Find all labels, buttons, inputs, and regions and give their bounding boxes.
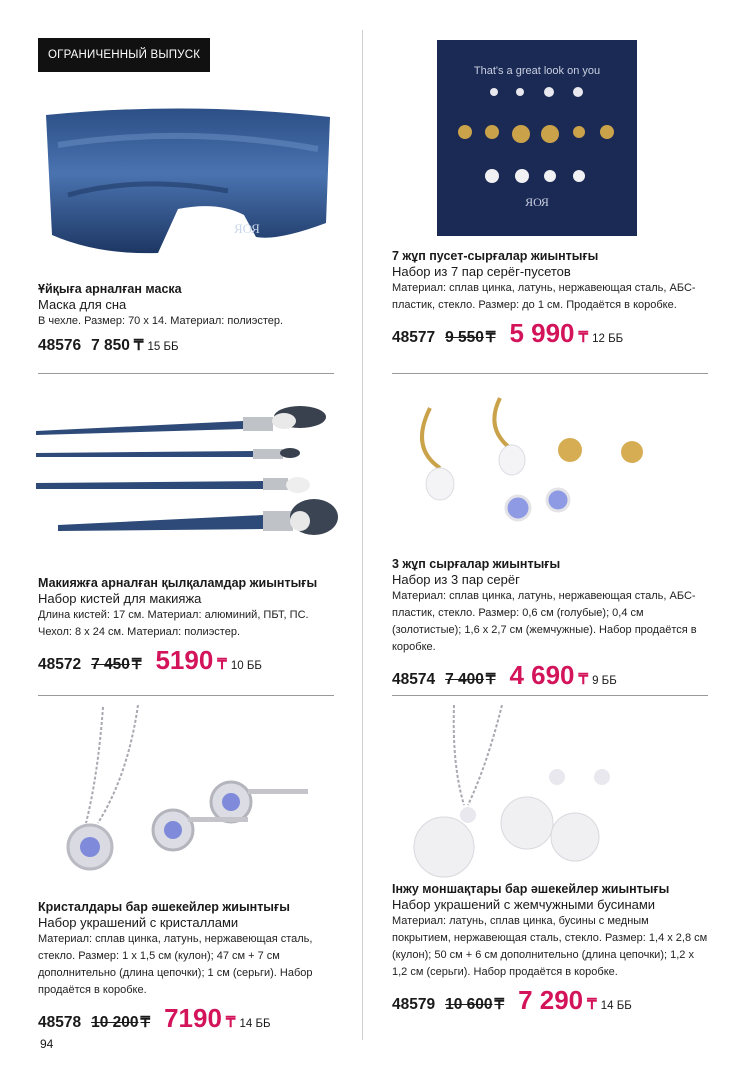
product-pearl-jewellery	[392, 882, 710, 1014]
currency-sign: ₸	[217, 656, 227, 673]
bonus-points: 12 ББ	[592, 333, 624, 345]
three-earring-pairs-image	[400, 378, 720, 548]
old-price: 10 600	[445, 996, 493, 1013]
price-row	[38, 336, 338, 355]
product-code: 48579	[392, 996, 436, 1013]
currency-sign: ₸	[578, 671, 589, 688]
product-sleep-mask	[38, 282, 338, 355]
product-title-kz: Макияжға арналған қылқаламдар жиынтығы	[38, 576, 318, 590]
currency-sign: ₸	[133, 337, 144, 354]
product-title-kz: Кристалдары бар әшекейлер жиынтығы	[38, 900, 290, 914]
new-price: 5 990	[509, 318, 575, 348]
svg-text:ЯОЯ: ЯОЯ	[525, 195, 549, 209]
old-price: 7 400	[445, 671, 484, 688]
row-divider	[392, 695, 708, 696]
product-title-ru: Маска для сна	[38, 297, 127, 312]
bonus-points: 14 ББ	[600, 1000, 632, 1012]
price-row	[392, 320, 710, 347]
currency-sign: ₸	[485, 329, 496, 346]
product-description: Материал: сплав цинка, латунь, нержавеющая сталь, АБС-пластик, стекло. Размер: до 1 см. Продаётся в коробке.	[392, 282, 696, 311]
limited-edition-badge: ОГРАНИЧЕННЫЙ ВЫПУСК	[38, 38, 210, 72]
currency-sign: ₸	[587, 996, 597, 1013]
product-description: Материал: сплав цинка, латунь, нержавеющая сталь, АБС-пластик, стекло. Размер: 0,6 см (голубые); 0,4 см (золотистые); 1,6 х 2,7 см (жемчужные). Набор продаётся в коробке.	[392, 590, 697, 653]
makeup-brushes-image	[28, 395, 338, 545]
product-seven-stud-earrings	[392, 249, 710, 347]
product-title-kz: 7 жұп пусет-сырғалар жиынтығы	[392, 249, 599, 263]
old-price: 7 450	[91, 656, 130, 673]
new-price: 4 690	[509, 660, 575, 690]
price-row	[392, 987, 710, 1014]
product-title-ru: Набор из 3 пар серёг	[392, 572, 520, 587]
old-price: 9 550	[445, 329, 484, 346]
pearl-jewellery-image	[392, 705, 712, 880]
sleep-mask-image	[38, 105, 338, 265]
bonus-points: 9 ББ	[592, 675, 617, 687]
product-title-ru: Набор кистей для макияжа	[38, 591, 202, 606]
row-divider	[38, 695, 334, 696]
svg-text:ЯОЯ: ЯОЯ	[234, 221, 260, 236]
column-divider	[362, 30, 363, 1040]
row-divider	[38, 373, 334, 374]
new-price: 7 290	[518, 985, 584, 1015]
bonus-points: 14 ББ	[239, 1018, 271, 1030]
product-title-kz: Інжу моншақтары бар әшекейлер жиынтығы	[392, 882, 670, 896]
currency-sign: ₸	[140, 1014, 151, 1031]
product-description: Материал: латунь, сплав цинка, бусины с медным покрытием, нержавеющая сталь, стекло. Размер: 1,4 х 2,8 см (кулон); 50 см + 6 см дополнительно (длина цепочки); 1,2 х 1,2 см (серьги). Набор продаётся в коробке.	[392, 915, 708, 978]
product-description: Длина кистей: 17 см. Материал: алюминий, ПБТ, ПС. Чехол: 8 х 24 см. Материал: полиэстер.	[38, 609, 309, 638]
new-price: 5190	[155, 645, 214, 675]
new-price: 7190	[164, 1003, 222, 1033]
product-description: В чехле. Размер: 70 х 14. Материал: полиэстер.	[38, 315, 284, 327]
product-title-kz: Ұйқыға арналған маска	[38, 282, 182, 296]
crystal-jewellery-image	[38, 705, 338, 900]
product-code: 48572	[38, 656, 82, 673]
price: 7 850	[91, 337, 130, 354]
product-title-ru: Набор украшений с кристаллами	[38, 915, 239, 930]
product-three-earring-pairs	[392, 557, 710, 689]
price-row	[38, 647, 338, 674]
currency-sign: ₸	[485, 671, 496, 688]
price-row	[392, 662, 710, 689]
product-crystal-jewellery	[38, 900, 338, 1032]
product-title-kz: 3 жұп сырғалар жиынтығы	[392, 557, 561, 571]
currency-sign: ₸	[225, 1014, 236, 1031]
product-code: 48577	[392, 329, 436, 346]
bonus-points: 10 ББ	[230, 660, 262, 672]
product-code: 48574	[392, 671, 436, 688]
product-code: 48578	[38, 1014, 82, 1031]
product-description: Материал: сплав цинка, латунь, нержавеющая сталь, стекло. Размер: 1 х 1,5 см (кулон); 47 см + 7 см дополнительно (длина цепочки); 1 см (серьги). Набор продаётся в коробке.	[38, 933, 313, 996]
product-makeup-brushes	[38, 576, 338, 674]
svg-text:That's a great look on you: That's a great look on you	[473, 65, 601, 77]
old-price: 10 200	[91, 1014, 139, 1031]
currency-sign: ₸	[494, 996, 505, 1013]
product-code: 48576	[38, 337, 82, 354]
row-divider	[392, 373, 708, 374]
page-number: 94	[40, 1037, 54, 1051]
bonus-points: 15 ББ	[147, 341, 179, 353]
price-row	[38, 1005, 338, 1032]
product-title-ru: Набор из 7 пар серёг-пусетов	[392, 264, 571, 279]
earring-card-image	[437, 40, 637, 236]
product-title-ru: Набор украшений с жемчужными бусинами	[392, 897, 656, 912]
currency-sign: ₸	[131, 656, 142, 673]
currency-sign: ₸	[578, 329, 589, 346]
